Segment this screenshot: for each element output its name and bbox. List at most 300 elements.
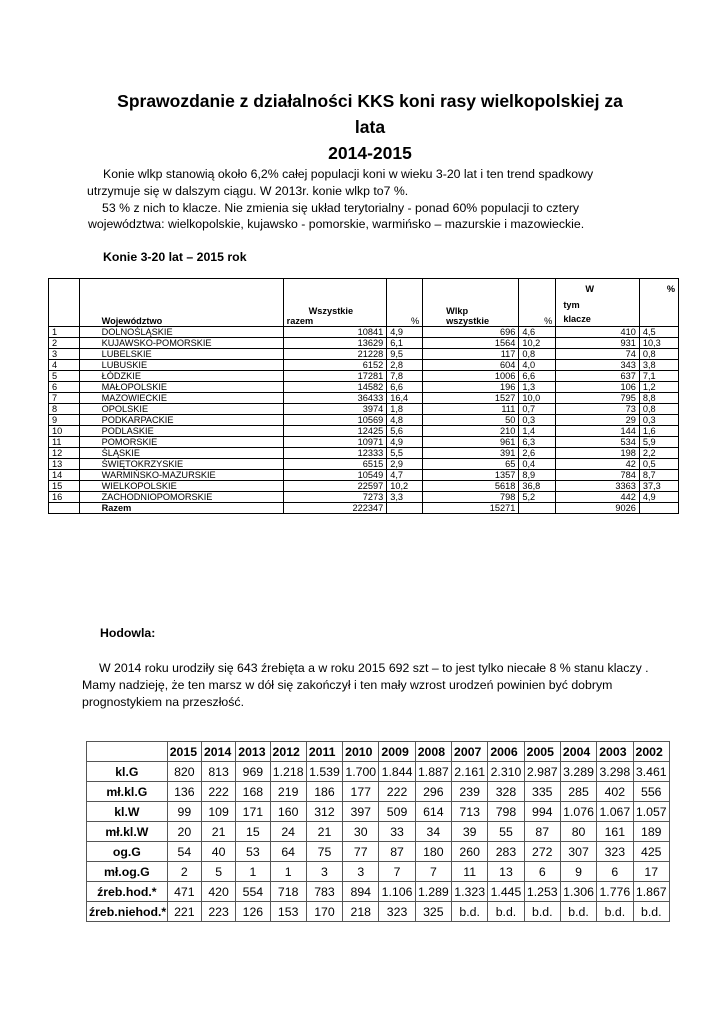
table-row (49, 470, 679, 481)
breeding-cell: 1.057 (633, 802, 670, 822)
row-pct-1: 10,2 (387, 481, 423, 492)
header-year: 2014 (201, 742, 235, 762)
row-klacze: 74 (556, 349, 640, 360)
row-wlkp: 1527 (423, 393, 519, 404)
row-wlkp: 50 (423, 415, 519, 426)
row-wojewodztwo: KUJAWSKO-POMORSKIE (79, 338, 283, 349)
row-klacze: 144 (556, 426, 640, 437)
breeding-cell: 177 (343, 782, 379, 802)
breeding-row-label: źreb.niehod.* (87, 902, 168, 922)
row-razem: 21228 (283, 349, 387, 360)
breeding-header-row (87, 742, 670, 762)
breeding-cell: 1 (236, 862, 270, 882)
breeding-row (87, 822, 670, 842)
header-year: 2007 (452, 742, 488, 762)
breeding-cell: 718 (270, 882, 306, 902)
breeding-cell: 325 (415, 902, 451, 922)
breeding-row (87, 902, 670, 922)
breeding-cell: 54 (167, 842, 201, 862)
breeding-cell: 614 (415, 802, 451, 822)
row-wlkp: 1006 (423, 371, 519, 382)
breeding-cell: 328 (488, 782, 524, 802)
row-wojewodztwo: LUBELSKIE (79, 349, 283, 360)
title-line-2: 2014-2015 (328, 143, 412, 163)
row-razem: 6152 (283, 360, 387, 371)
row-klacze: 795 (556, 393, 640, 404)
breeding-cell: b.d. (452, 902, 488, 922)
header-klacze-line3: klacze (563, 314, 591, 324)
breeding-cell: 3.298 (597, 762, 633, 782)
breeding-cell: 1.076 (560, 802, 596, 822)
breeding-cell: 1.867 (633, 882, 670, 902)
breeding-cell: 126 (236, 902, 270, 922)
row-klacze: 931 (556, 338, 640, 349)
table-row (49, 426, 679, 437)
breeding-cell: b.d. (560, 902, 596, 922)
row-wojewodztwo: ZACHODNIOPOMORSKIE (79, 492, 283, 503)
header-year: 2009 (379, 742, 415, 762)
row-pct-1: 2,9 (387, 459, 423, 470)
row-pct-1: 16,4 (387, 393, 423, 404)
row-klacze: 784 (556, 470, 640, 481)
breeding-cell: 53 (236, 842, 270, 862)
row-wojewodztwo: MAŁOPOLSKIE (79, 382, 283, 393)
row-wlkp: 798 (423, 492, 519, 503)
total-razem: 222347 (283, 503, 387, 514)
hodowla-line-3: prognostykiem na przeszłość. (82, 695, 244, 709)
breeding-cell: 153 (270, 902, 306, 922)
row-number: 2 (49, 338, 80, 349)
row-razem: 17281 (283, 371, 387, 382)
breeding-row (87, 782, 670, 802)
row-klacze: 410 (556, 327, 640, 338)
row-pct-3: 4,5 (639, 327, 678, 338)
header-year: 2015 (167, 742, 201, 762)
row-wlkp: 961 (423, 437, 519, 448)
row-wlkp: 210 (423, 426, 519, 437)
breeding-cell: 323 (597, 842, 633, 862)
breeding-cell: b.d. (524, 902, 560, 922)
breeding-cell: 1.776 (597, 882, 633, 902)
header-year: 2003 (597, 742, 633, 762)
row-wojewodztwo: WARMIŃSKO-MAZURSKIE (79, 470, 283, 481)
total-pct-3 (639, 503, 678, 514)
breeding-cell: 168 (236, 782, 270, 802)
breeding-row-label: kl.W (87, 802, 168, 822)
row-pct-3: 7,1 (639, 371, 678, 382)
breeding-cell: 2.987 (524, 762, 560, 782)
breeding-cell: b.d. (633, 902, 670, 922)
breeding-cell: 2.310 (488, 762, 524, 782)
breeding-cell: 296 (415, 782, 451, 802)
table-total-row (49, 503, 679, 514)
table-row (49, 481, 679, 492)
row-wlkp: 1357 (423, 470, 519, 481)
breeding-cell: 221 (167, 902, 201, 922)
breeding-cell: 1.323 (452, 882, 488, 902)
breeding-cell: 554 (236, 882, 270, 902)
breeding-row (87, 862, 670, 882)
row-pct-3: 2,2 (639, 448, 678, 459)
row-number: 5 (49, 371, 80, 382)
row-number: 10 (49, 426, 80, 437)
breeding-cell: 397 (343, 802, 379, 822)
section-heading-konie: Konie 3-20 lat – 2015 rok (103, 250, 247, 264)
breeding-cell: 109 (201, 802, 235, 822)
intro-line-3: 53 % z nich to klacze. Nie zmienia się układ terytorialny - ponad 60% populacji to cztery (102, 201, 580, 215)
breeding-cell: 186 (306, 782, 342, 802)
breeding-cell: 24 (270, 822, 306, 842)
header-year: 2008 (415, 742, 451, 762)
section-heading-hodowla: Hodowla: (100, 626, 156, 640)
table-row (49, 382, 679, 393)
breeding-cell: 1.289 (415, 882, 451, 902)
row-pct-2: 8,9 (519, 470, 556, 481)
row-klacze: 442 (556, 492, 640, 503)
breeding-cell: 75 (306, 842, 342, 862)
row-razem: 12425 (283, 426, 387, 437)
row-pct-1: 4,9 (387, 327, 423, 338)
row-number: 1 (49, 327, 80, 338)
breeding-cell: 20 (167, 822, 201, 842)
row-pct-1: 6,6 (387, 382, 423, 393)
row-pct-2: 6,6 (519, 371, 556, 382)
header-year: 2010 (343, 742, 379, 762)
breeding-cell: 1.887 (415, 762, 451, 782)
row-wojewodztwo: POMORSKIE (79, 437, 283, 448)
row-wlkp: 65 (423, 459, 519, 470)
breeding-cell: 1.844 (379, 762, 415, 782)
breeding-cell: 34 (415, 822, 451, 842)
intro-line-4: województwa: wielkopolskie, kujawsko - pomorskie, warmińsko – mazurskie i mazowieckie. (88, 217, 585, 231)
breeding-cell: 15 (236, 822, 270, 842)
breeding-cell: 222 (201, 782, 235, 802)
breeding-cell: 30 (343, 822, 379, 842)
breeding-cell: 87 (379, 842, 415, 862)
row-wlkp: 696 (423, 327, 519, 338)
breeding-cell: 402 (597, 782, 633, 802)
row-pct-2: 0,7 (519, 404, 556, 415)
row-number: 14 (49, 470, 80, 481)
breeding-cell: 11 (452, 862, 488, 882)
breeding-cell: 239 (452, 782, 488, 802)
breeding-cell: 420 (201, 882, 235, 902)
header-klacze (556, 279, 640, 327)
breeding-cell: 99 (167, 802, 201, 822)
row-number: 3 (49, 349, 80, 360)
row-pct-3: 1,2 (639, 382, 678, 393)
title-line-1: Sprawozdanie z działalności KKS koni rasy wielkopolskiej za lata (117, 91, 623, 137)
breeding-cell: 323 (379, 902, 415, 922)
row-pct-1: 4,7 (387, 470, 423, 481)
row-klacze: 106 (556, 382, 640, 393)
row-klacze: 3363 (556, 481, 640, 492)
breeding-cell: 5 (201, 862, 235, 882)
row-pct-3: 0,8 (639, 404, 678, 415)
header-year: 2012 (270, 742, 306, 762)
row-wojewodztwo: ŚWIĘTOKRZYSKIE (79, 459, 283, 470)
breeding-cell: 218 (343, 902, 379, 922)
row-wlkp: 117 (423, 349, 519, 360)
row-pct-2: 1,4 (519, 426, 556, 437)
row-wojewodztwo: LUBUSKIE (79, 360, 283, 371)
breeding-row-label: mł.kl.W (87, 822, 168, 842)
breeding-cell: 40 (201, 842, 235, 862)
row-klacze: 637 (556, 371, 640, 382)
row-klacze: 29 (556, 415, 640, 426)
row-pct-1: 4,8 (387, 415, 423, 426)
row-wlkp: 1564 (423, 338, 519, 349)
header-no (49, 279, 80, 327)
header-year: 2004 (560, 742, 596, 762)
row-pct-2: 6,3 (519, 437, 556, 448)
row-pct-1: 7,8 (387, 371, 423, 382)
row-number: 15 (49, 481, 80, 492)
row-number: 11 (49, 437, 80, 448)
intro-line-2: utrzymuje się w dalszym ciągu. W 2013r. konie wlkp to7 %. (87, 184, 409, 198)
row-wojewodztwo: DOLNOŚLĄSKIE (79, 327, 283, 338)
breeding-cell: 222 (379, 782, 415, 802)
breeding-cell: 171 (236, 802, 270, 822)
row-razem: 7273 (283, 492, 387, 503)
breeding-cell: 285 (560, 782, 596, 802)
header-year: 2005 (524, 742, 560, 762)
total-number (49, 503, 80, 514)
breeding-cell: 1.218 (270, 762, 306, 782)
breeding-row (87, 882, 670, 902)
row-pct-2: 0,8 (519, 349, 556, 360)
breeding-cell: 713 (452, 802, 488, 822)
row-pct-1: 4,9 (387, 437, 423, 448)
breeding-row (87, 802, 670, 822)
breeding-cell: 260 (452, 842, 488, 862)
breeding-cell: 272 (524, 842, 560, 862)
breeding-cell: 161 (597, 822, 633, 842)
row-pct-2: 4,6 (519, 327, 556, 338)
breeding-row-label: źreb.hod.* (87, 882, 168, 902)
breeding-cell: 3 (306, 862, 342, 882)
breeding-cell: 1.700 (343, 762, 379, 782)
breeding-cell: 87 (524, 822, 560, 842)
breeding-cell: 3.289 (560, 762, 596, 782)
table-row (49, 448, 679, 459)
breeding-cell: 55 (488, 822, 524, 842)
breeding-cell: 783 (306, 882, 342, 902)
breeding-cell: 7 (415, 862, 451, 882)
breeding-row (87, 762, 670, 782)
header-pct-1: % (387, 279, 423, 327)
row-pct-3: 0,8 (639, 349, 678, 360)
row-pct-2: 2,6 (519, 448, 556, 459)
breeding-cell: 425 (633, 842, 670, 862)
row-klacze: 534 (556, 437, 640, 448)
breeding-cell: 798 (488, 802, 524, 822)
header-wlkp-line1: Wlkp (446, 306, 469, 316)
breeding-row-label: mł.og.G (87, 862, 168, 882)
row-razem: 3974 (283, 404, 387, 415)
header-year: 2002 (633, 742, 670, 762)
breeding-cell: b.d. (488, 902, 524, 922)
breeding-row-label: kl.G (87, 762, 168, 782)
row-pct-2: 0,4 (519, 459, 556, 470)
total-label: Razem (79, 503, 283, 514)
row-wlkp: 111 (423, 404, 519, 415)
breeding-cell: 813 (201, 762, 235, 782)
breeding-cell: 307 (560, 842, 596, 862)
row-pct-3: 0,5 (639, 459, 678, 470)
row-wojewodztwo: PODLASKIE (79, 426, 283, 437)
breeding-row (87, 842, 670, 862)
row-razem: 36433 (283, 393, 387, 404)
row-number: 13 (49, 459, 80, 470)
hodowla-line-2: Mamy nadzieję, że ten marsz w dół się zakończył i ten mały wzrost urodzeń powinien być dobrym (82, 678, 613, 692)
table-row (49, 415, 679, 426)
total-pct-2 (519, 503, 556, 514)
row-pct-2: 5,2 (519, 492, 556, 503)
header-klacze-line1: W (585, 284, 594, 294)
breeding-cell: 556 (633, 782, 670, 802)
header-wszystkie (283, 279, 387, 327)
row-klacze: 343 (556, 360, 640, 371)
breeding-cell: 2.161 (452, 762, 488, 782)
row-pct-1: 2,8 (387, 360, 423, 371)
breeding-cell: 1.445 (488, 882, 524, 902)
breeding-cell: b.d. (597, 902, 633, 922)
voivodeship-table (48, 278, 679, 514)
table-row (49, 459, 679, 470)
row-pct-1: 1,8 (387, 404, 423, 415)
breeding-cell: 312 (306, 802, 342, 822)
breeding-cell: 1.067 (597, 802, 633, 822)
row-wojewodztwo: MAZOWIECKIE (79, 393, 283, 404)
breeding-cell: 3 (343, 862, 379, 882)
header-pct-2: % (519, 279, 556, 327)
table-row (49, 404, 679, 415)
table-row (49, 371, 679, 382)
row-wlkp: 5618 (423, 481, 519, 492)
table-row (49, 492, 679, 503)
header-pct-3: % (639, 279, 678, 327)
row-pct-3: 8,7 (639, 470, 678, 481)
document-title (100, 88, 640, 166)
breeding-cell: 6 (597, 862, 633, 882)
breeding-cell: 2 (167, 862, 201, 882)
row-razem: 10841 (283, 327, 387, 338)
row-razem: 10549 (283, 470, 387, 481)
table-row (49, 338, 679, 349)
breeding-cell: 9 (560, 862, 596, 882)
header-year: 2013 (236, 742, 270, 762)
table-row (49, 393, 679, 404)
row-pct-2: 1,3 (519, 382, 556, 393)
breeding-cell: 283 (488, 842, 524, 862)
table-row (49, 327, 679, 338)
breeding-cell: 1.106 (379, 882, 415, 902)
row-pct-2: 0,3 (519, 415, 556, 426)
intro-line-1: Konie wlkp stanowią około 6,2% całej populacji koni w wieku 3-20 lat i ten trend spadkowy (103, 167, 594, 181)
row-razem: 12333 (283, 448, 387, 459)
row-razem: 10971 (283, 437, 387, 448)
breeding-cell: 21 (201, 822, 235, 842)
breeding-cell: 13 (488, 862, 524, 882)
breeding-cell: 77 (343, 842, 379, 862)
table-header-row (49, 279, 679, 327)
breeding-cell: 1.539 (306, 762, 342, 782)
row-razem: 6515 (283, 459, 387, 470)
row-klacze: 42 (556, 459, 640, 470)
breeding-cell: 223 (201, 902, 235, 922)
row-pct-3: 5,9 (639, 437, 678, 448)
row-wlkp: 604 (423, 360, 519, 371)
breeding-cell: 1.306 (560, 882, 596, 902)
row-razem: 13629 (283, 338, 387, 349)
breeding-cell: 820 (167, 762, 201, 782)
breeding-cell: 219 (270, 782, 306, 802)
breeding-cell: 39 (452, 822, 488, 842)
row-pct-3: 37,3 (639, 481, 678, 492)
breeding-cell: 509 (379, 802, 415, 822)
row-wojewodztwo: OPOLSKIE (79, 404, 283, 415)
total-klacze: 9026 (556, 503, 640, 514)
row-razem: 10569 (283, 415, 387, 426)
total-pct-1 (387, 503, 423, 514)
row-wojewodztwo: PODKARPACKIE (79, 415, 283, 426)
row-pct-1: 9,5 (387, 349, 423, 360)
row-number: 12 (49, 448, 80, 459)
table-row (49, 349, 679, 360)
row-pct-3: 10,3 (639, 338, 678, 349)
breeding-cell: 64 (270, 842, 306, 862)
row-pct-3: 4,9 (639, 492, 678, 503)
header-klacze-line2: tym (563, 300, 580, 310)
breeding-cell: 335 (524, 782, 560, 802)
header-wlkp-line2: wszystkie (446, 316, 490, 326)
breeding-cell: 3.461 (633, 762, 670, 782)
header-wszystkie-line2: razem (286, 316, 314, 326)
breeding-cell: 1 (270, 862, 306, 882)
header-year: 2006 (488, 742, 524, 762)
row-pct-2: 10,2 (519, 338, 556, 349)
row-number: 7 (49, 393, 80, 404)
row-number: 4 (49, 360, 80, 371)
table-row (49, 437, 679, 448)
total-wlkp: 15271 (423, 503, 519, 514)
row-razem: 14582 (283, 382, 387, 393)
breeding-cell: 1.253 (524, 882, 560, 902)
table-row (49, 360, 679, 371)
row-pct-3: 3,8 (639, 360, 678, 371)
breeding-row-label: mł.kl.G (87, 782, 168, 802)
breeding-cell: 80 (560, 822, 596, 842)
header-wojewodztwo: Województwo (79, 279, 283, 327)
row-number: 16 (49, 492, 80, 503)
row-pct-1: 3,3 (387, 492, 423, 503)
header-year: 2011 (306, 742, 342, 762)
row-wojewodztwo: ŚLĄSKIE (79, 448, 283, 459)
breeding-cell: 6 (524, 862, 560, 882)
row-pct-1: 5,5 (387, 448, 423, 459)
row-number: 9 (49, 415, 80, 426)
row-number: 6 (49, 382, 80, 393)
breeding-cell: 170 (306, 902, 342, 922)
breeding-cell: 471 (167, 882, 201, 902)
header-wlkp (423, 279, 519, 327)
row-pct-2: 10,0 (519, 393, 556, 404)
row-pct-2: 36,8 (519, 481, 556, 492)
row-wojewodztwo: ŁÓDZKIE (79, 371, 283, 382)
breeding-cell: 33 (379, 822, 415, 842)
breeding-cell: 894 (343, 882, 379, 902)
